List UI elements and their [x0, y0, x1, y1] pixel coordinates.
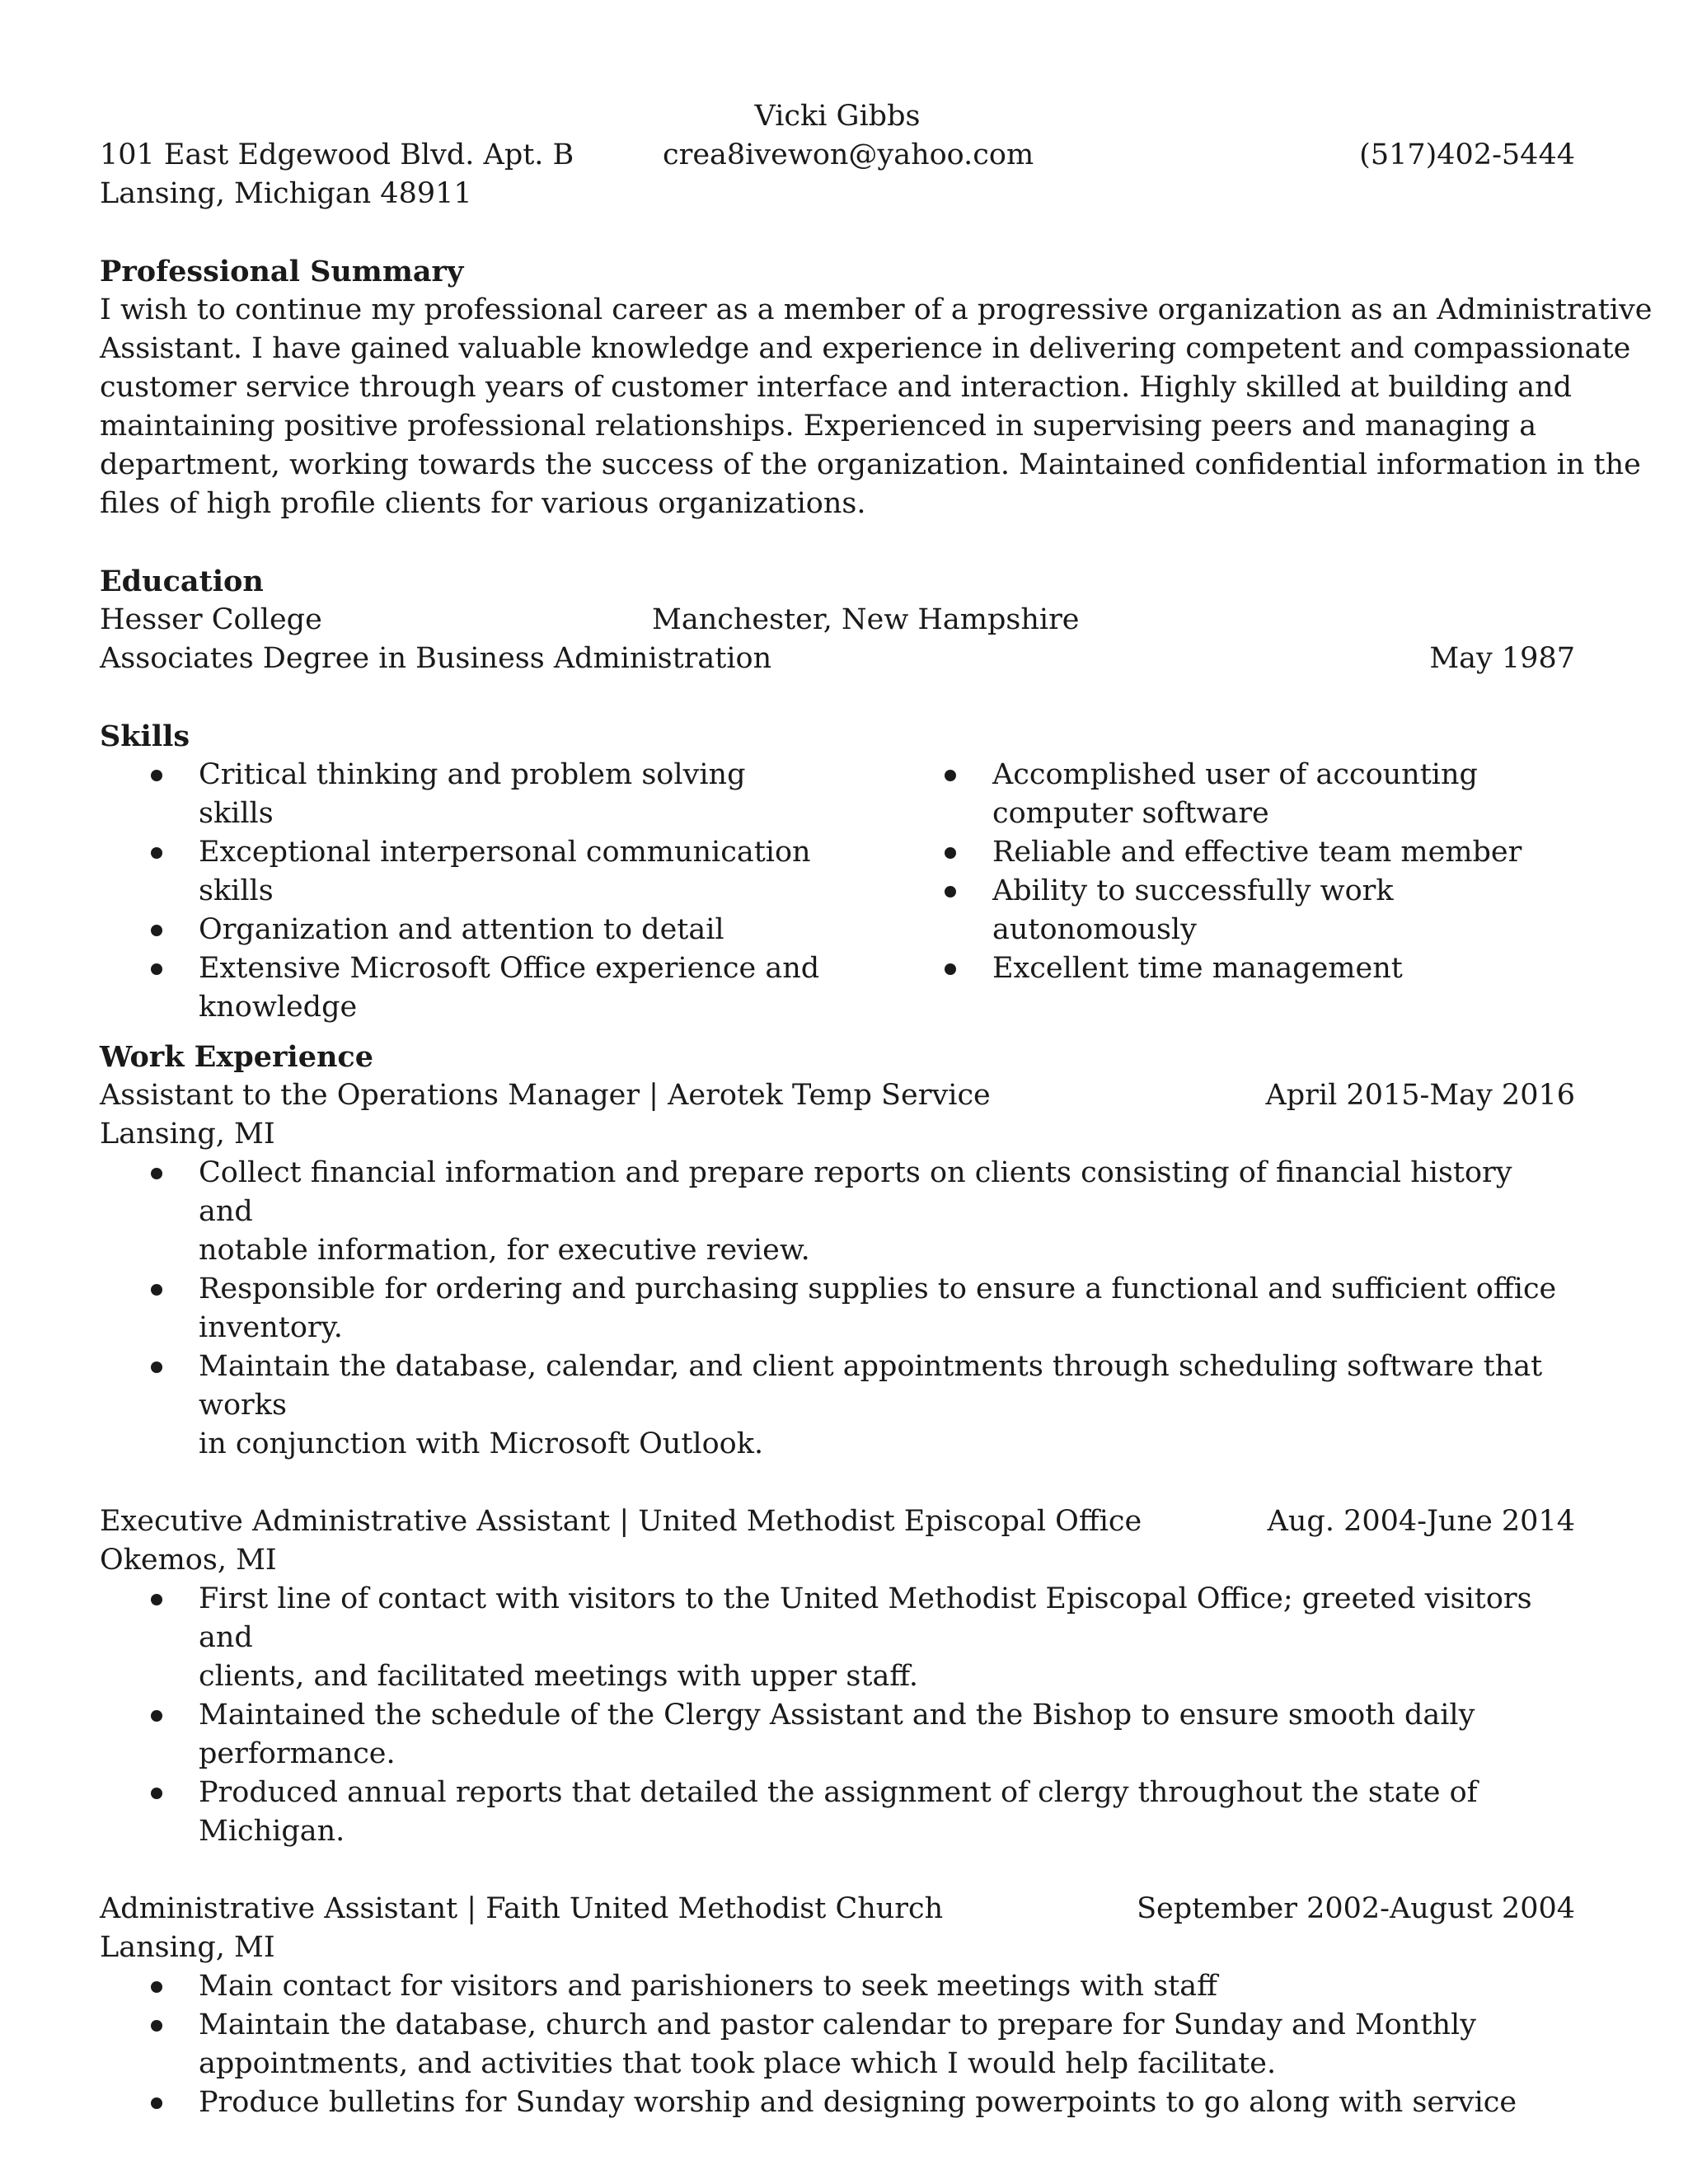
job-duty-item: [100, 1270, 1575, 1347]
bullet-dot-icon: [151, 1168, 162, 1179]
degree-date: May 1987: [1429, 642, 1575, 675]
bullet-text-line: knowledge: [199, 991, 358, 1024]
bullet-text-line: Main contact for visitors and parishioners to seek meetings with staff: [199, 1970, 1217, 2003]
bullet-text-line: autonomously: [992, 913, 1197, 946]
job-duty-item: [100, 1347, 1575, 1464]
job-dates: September 2002-August 2004: [1137, 1892, 1575, 1925]
school-location: Manchester, New Hampshire: [652, 603, 1080, 636]
education-heading: Education: [100, 565, 264, 598]
bullet-text-line: Ability to successfully work: [992, 874, 1394, 907]
bullet-text-line: Maintain the database, church and pastor calendar to prepare for Sunday and Monthly: [199, 2008, 1476, 2041]
bullet-dot-icon: [151, 1594, 162, 1605]
bullet-dot-icon: [151, 2020, 162, 2032]
bullet-dot-icon: [151, 1710, 162, 1722]
skills-list: [100, 756, 1575, 1026]
phone-number: (517)402-5444: [1359, 138, 1575, 171]
bullet-dot-icon: [151, 1284, 162, 1296]
bullet-text-line: notable information, for executive review.: [199, 1234, 810, 1267]
skill-item: [100, 911, 825, 949]
job-location: Lansing, MI: [100, 1118, 275, 1151]
bullet-dot-icon: [151, 1361, 162, 1373]
job-entry: [100, 1076, 1575, 1464]
bullet-text-line: Maintain the database, calendar, and client appointments through scheduling software that works: [199, 1350, 1543, 1422]
job-duties: [100, 1967, 1575, 2122]
skills-heading: Skills: [100, 719, 190, 753]
bullet-text-line: Accomplished user of accounting: [992, 758, 1478, 791]
bullet-dot-icon: [151, 770, 162, 781]
bullet-text-line: clients, and facilitated meetings with upper staff.: [199, 1660, 919, 1693]
job-dates: April 2015-May 2016: [1265, 1079, 1575, 1112]
job-duties: [100, 1580, 1575, 1851]
job-title: Administrative Assistant | Faith United Methodist Church: [100, 1892, 944, 1925]
contact-row: [100, 136, 1575, 175]
job-duty-item: [100, 1154, 1575, 1270]
bullet-text-line: Excellent time management: [992, 952, 1403, 985]
address-line-1: 101 East Edgewood Blvd. Apt. B: [100, 138, 574, 171]
job-dates: Aug. 2004-June 2014: [1267, 1505, 1575, 1538]
bullet-dot-icon: [151, 925, 162, 936]
bullet-text-line: Organization and attention to detail: [199, 913, 724, 946]
summary-line: I wish to continue my professional career as a member of a progressive organization as an Administrative: [100, 293, 1653, 326]
skill-item: [893, 872, 1575, 949]
job-entry: [100, 1890, 1575, 2122]
bullet-dot-icon: [945, 770, 956, 781]
skills-column-left: [100, 756, 825, 1027]
bullet-text-line: skills: [199, 874, 274, 907]
job-duties: [100, 1154, 1575, 1464]
job-duty-item: [100, 1696, 1575, 1774]
summary-line: department, working towards the success of the organization. Maintained confidential information in the: [100, 448, 1641, 481]
job-duty-item: [100, 1774, 1575, 1851]
bullet-text-line: Exceptional interpersonal communication: [199, 836, 811, 869]
job-entry: [100, 1502, 1575, 1851]
bullet-text-line: Reliable and effective team member: [992, 836, 1522, 869]
education-school-row: [100, 601, 1575, 640]
bullet-dot-icon: [151, 963, 162, 975]
bullet-text-line: inventory.: [199, 1311, 343, 1344]
job-title: Assistant to the Operations Manager | Aerotek Temp Service: [100, 1079, 991, 1112]
work-experience-list: [100, 1076, 1575, 2122]
job-duty-item: [100, 2006, 1575, 2083]
bullet-dot-icon: [945, 963, 956, 975]
job-title-row: [100, 1890, 1575, 1929]
bullet-text-line: Responsible for ordering and purchasing supplies to ensure a functional and sufficient office: [199, 1272, 1557, 1305]
bullet-dot-icon: [151, 1788, 162, 1799]
bullet-text-line: Extensive Microsoft Office experience and: [199, 952, 820, 985]
bullet-text-line: computer software: [992, 797, 1269, 830]
skill-item: [100, 756, 825, 833]
job-title-row: [100, 1076, 1575, 1115]
bullet-dot-icon: [945, 847, 956, 859]
bullet-dot-icon: [151, 847, 162, 859]
school-name: Hesser College: [100, 603, 322, 636]
job-title: Executive Administrative Assistant | United Methodist Episcopal Office: [100, 1505, 1142, 1538]
summary-line: maintaining positive professional relationships. Experienced in supervising peers and managing a: [100, 410, 1537, 443]
skill-item: [100, 833, 825, 911]
email-address: crea8ivewon@yahoo.com: [663, 138, 1034, 171]
bullet-text-line: skills: [199, 797, 274, 830]
candidate-name: Vicki Gibbs: [754, 100, 921, 133]
bullet-dot-icon: [151, 1981, 162, 1993]
job-location: Okemos, MI: [100, 1544, 277, 1577]
work-heading: Work Experience: [100, 1040, 373, 1074]
skill-item: [893, 949, 1575, 988]
bullet-text-line: performance.: [199, 1737, 396, 1770]
bullet-text-line: appointments, and activities that took place which I would help facilitate.: [199, 2047, 1277, 2080]
bullet-text-line: in conjunction with Microsoft Outlook.: [199, 1427, 764, 1460]
bullet-text-line: Produce bulletins for Sunday worship and designing powerpoints to go along with service: [199, 2086, 1517, 2119]
education-degree-row: [100, 640, 1575, 678]
bullet-dot-icon: [945, 886, 956, 898]
skill-item: [893, 756, 1575, 833]
bullet-text-line: First line of contact with visitors to the United Methodist Episcopal Office; greeted visitors and: [199, 1582, 1532, 1654]
bullet-text-line: Maintained the schedule of the Clergy Assistant and the Bishop to ensure smooth daily: [199, 1699, 1475, 1732]
summary-heading: Professional Summary: [100, 255, 464, 288]
degree-name: Associates Degree in Business Administration: [100, 642, 772, 675]
bullet-text-line: Collect financial information and prepare reports on clients consisting of financial history and: [199, 1156, 1512, 1228]
summary-line: files of high profile clients for various organizations.: [100, 487, 866, 520]
skills-column-right: [893, 756, 1575, 988]
job-duty-item: [100, 1580, 1575, 1696]
resume-page: [100, 97, 1653, 2122]
skill-item: [893, 833, 1575, 872]
summary-line: customer service through years of customer interface and interaction. Highly skilled at building and: [100, 371, 1573, 404]
job-location: Lansing, MI: [100, 1931, 275, 1964]
bullet-text-line: Critical thinking and problem solving: [199, 758, 746, 791]
summary-paragraph: [100, 291, 1653, 523]
skill-item: [100, 949, 825, 1027]
job-duty-item: [100, 2083, 1575, 2122]
bullet-text-line: Produced annual reports that detailed the assignment of clergy throughout the state of Michigan.: [199, 1776, 1478, 1848]
summary-line: Assistant. I have gained valuable knowledge and experience in delivering competent and compassionate: [100, 332, 1631, 365]
job-duty-item: [100, 1967, 1575, 2006]
bullet-dot-icon: [151, 2097, 162, 2109]
job-title-row: [100, 1502, 1575, 1541]
address-line-2: Lansing, Michigan 48911: [100, 177, 472, 210]
